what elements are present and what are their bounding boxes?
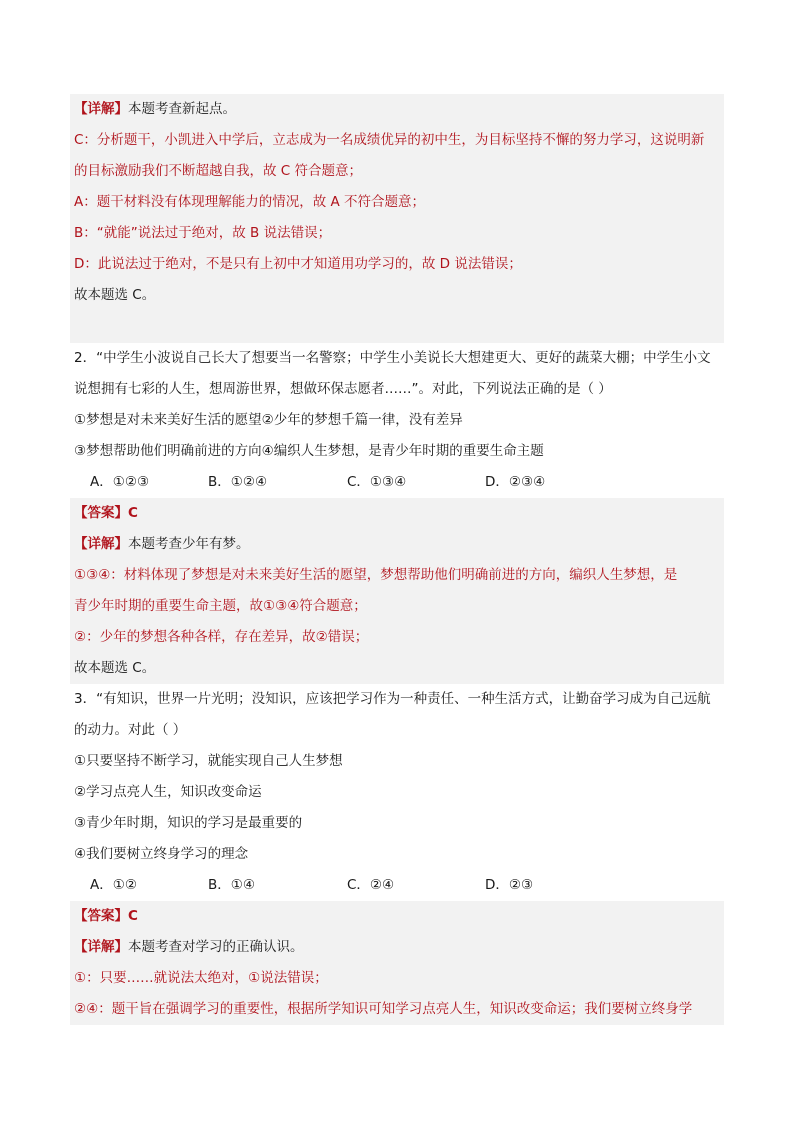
explanation-block-1: [70, 94, 724, 343]
conclusion-line: 故本题选 C。: [74, 660, 156, 676]
option-b-explanation: B：“就能”说法过于绝对，故 B 说法错误；: [74, 225, 332, 241]
option-c-explanation-line-1: C：分析题干，小凯进入中学后，立志成为一名成绩优异的初中生，为目标坚持不懈的努力学习，这说明新: [74, 132, 705, 148]
conclusion-line: 故本题选 C。: [74, 287, 156, 303]
option-b: B．①②④: [208, 474, 268, 490]
answer-tag: 【答案】: [74, 505, 128, 521]
explanation-1-line-1: ①③④：材料体现了梦想是对未来美好生活的愿望，梦想帮助他们明确前进的方向，编织人生梦想，是: [74, 567, 678, 583]
option-d-explanation: D：此说法过于绝对，不是只有上初中才知道用功学习的，故 D 说法错误；: [74, 256, 522, 272]
detail-line: [70, 94, 724, 125]
answer-tag: 【答案】: [74, 908, 128, 924]
detail-tag: 【详解】: [74, 101, 128, 117]
question-2-statement-2: ③梦想帮助他们明确前进的方向④编织人生梦想，是青少年时期的重要生命主题: [74, 443, 544, 459]
option-a-explanation: A：题干材料没有体现理解能力的情况，故 A 不符合题意；: [74, 194, 426, 210]
question-2-stem-line-2: 说想拥有七彩的人生，想周游世界，想做环保志愿者……”。对此，下列说法正确的是（ ）: [74, 381, 612, 397]
question-3-statement-3: ③青少年时期，知识的学习是最重要的: [74, 815, 303, 831]
question-3-statement-4: ④我们要树立终身学习的理念: [74, 846, 249, 862]
detail-text: 本题考查对学习的正确认识。: [128, 939, 304, 955]
detail-line: [70, 932, 724, 963]
explanation-1-line-2: 青少年时期的重要生命主题，故①③④符合题意；: [74, 598, 367, 614]
answer-value: C: [128, 505, 138, 521]
detail-text: 本题考查少年有梦。: [128, 536, 250, 552]
option-d: D．②③: [485, 877, 534, 893]
detail-tag: 【详解】: [74, 939, 128, 955]
explanation-block-2: [70, 498, 724, 684]
answer-value: C: [128, 908, 138, 924]
question-3-stem-line-2: 的动力。对此（ ）: [74, 722, 187, 738]
explanation-block-3: [70, 901, 724, 1025]
option-d: D．②③④: [485, 474, 546, 490]
question-3-statement-2: ②学习点亮人生，知识改变命运: [74, 784, 262, 800]
question-3: [70, 684, 724, 901]
question-2-statement-1: ①梦想是对未来美好生活的愿望②少年的梦想千篇一律，没有差异: [74, 412, 463, 428]
option-b: B．①④: [208, 877, 255, 893]
question-2-stem-line-1: 2．“中学生小波说自己长大了想要当一名警察；中学生小美说长大想建更大、更好的蔬菜大棚；中学生小文: [74, 350, 711, 366]
detail-line: [70, 529, 724, 560]
question-3-statement-1: ①只要坚持不断学习，就能实现自己人生梦想: [74, 753, 343, 769]
detail-tag: 【详解】: [74, 536, 128, 552]
answer-line: [70, 901, 724, 932]
option-c: C．①③④: [347, 474, 407, 490]
detail-text: 本题考查新起点。: [128, 101, 236, 117]
question-2-options: [70, 467, 724, 498]
document-page: [70, 94, 724, 1025]
answer-line: [70, 498, 724, 529]
option-a: A．①②: [90, 877, 137, 893]
question-2: [70, 343, 724, 498]
option-c: C．②④: [347, 877, 395, 893]
option-c-explanation-line-2: 的目标激励我们不断超越自我，故 C 符合题意；: [74, 163, 363, 179]
question-3-stem-line-1: 3．“有知识，世界一片光明；没知识，应该把学习作为一种责任、一种生活方式，让勤奋学习成为自己远航: [74, 691, 711, 707]
explanation-2: ②④：题干旨在强调学习的重要性，根据所学知识可知学习点亮人生，知识改变命运；我们要树立终身学: [74, 1001, 693, 1017]
option-a: A．①②③: [90, 474, 150, 490]
explanation-2: ②：少年的梦想各种各样，存在差异，故②错误；: [74, 629, 369, 645]
question-3-options: [70, 870, 724, 901]
explanation-1: ①：只要……就说法太绝对，①说法错误；: [74, 970, 328, 986]
